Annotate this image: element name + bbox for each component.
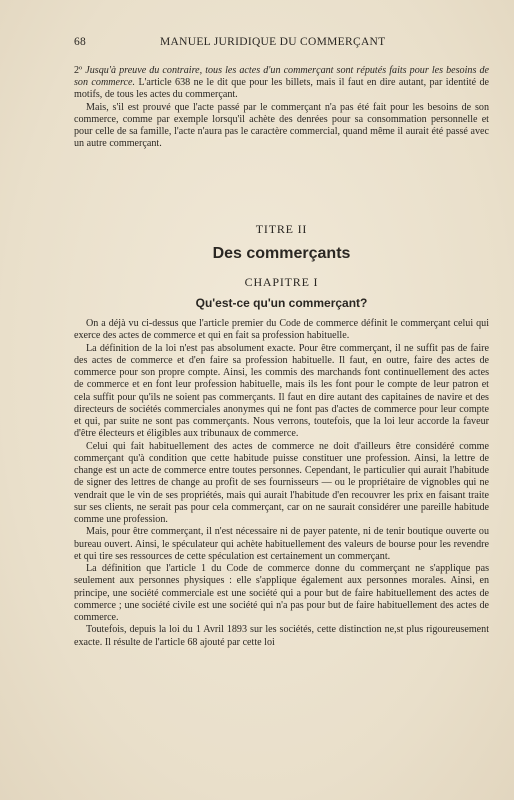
chapter-body	[74, 318, 489, 649]
paragraph: La définition de la loi n'est pas absolument exacte. Pour être commerçant, il ne suffit pas de faire des actes de commerce et d'en faire sa profession habituelle. Il faut, en outre, faire des actes de commerce pour son propre compte. Ainsi, les commis des marchands font continuellement des actes de commerce et en font leur profession habituelle, mais ils les font pour le compte de leur patron et cela suffit pour qu'ils ne soient pas commerçants. Il faut en dire autant des capitaines de navire et des directeurs de sociétés commerciales anonymes qui ne font pas d'actes de commerce pour leur compte et qui, par suite ne sont pas commerçants. Nous verrons, toutefois, que la loi leur accorde la faveur d'être électeurs et éligibles aux tribunaux de commerce.	[74, 342, 489, 440]
chapter-heading: Qu'est-ce qu'un commerçant?	[195, 296, 368, 310]
running-title: MANUEL JURIDIQUE DU COMMERÇANT	[160, 36, 386, 48]
page-number: 68	[74, 36, 87, 48]
paragraph: Toutefois, depuis la loi du 1 Avril 1893 sur les sociétés, cette distinction ne,st plus rigoureusement exacte. Il résulte de l'article 68 ajouté par cette loi	[74, 624, 489, 648]
italic-lead: Jusqu'à preuve du contraire, tous les actes d'un commerçant sont réputés faits pour les besoins de son commerce.	[74, 65, 489, 89]
intro-point-2	[74, 65, 489, 102]
titre-label: TITRE II	[255, 222, 308, 236]
intro-text	[74, 65, 489, 150]
section-heading: Des commerçants	[212, 245, 351, 262]
point-number: 2º	[74, 65, 83, 76]
paragraph: Mais, pour être commerçant, il n'est nécessaire ni de payer patente, ni de tenir boutique ouverte ou bureau ouvert. Ainsi, le spéculateur qui achète habituellement des valeurs de bourse pour les revendre et qui tire ses ressources de cette spéculation est certainement un commerçant.	[74, 526, 489, 562]
paragraph: On a déjà vu ci-dessus que l'article premier du Code de commerce définit le commerçant celui qui exerce des actes de commerce et qui en fait sa profession habituelle.	[74, 318, 489, 342]
paragraph: La définition que l'article 1 du Code de commerce donne du commerçant ne s'applique pas seulement aux personnes physiques : elle s'applique également aux personnes morales. Ainsi, en principe, une société commerciale est une société qui a pour but de faire habituellement des actes de commerce ; une société civile est une société qui n'a pas pour but de faire habituellement des actes de commerce.	[74, 563, 489, 623]
chapitre-label: CHAPITRE I	[244, 275, 319, 289]
point-rest: L'article 638 ne le dit que pour les billets, mais il faut en dire autant, par identité de motifs, de tous les actes du commerçant.	[74, 77, 489, 101]
paragraph: Celui qui fait habituellement des actes de commerce ne doit d'ailleurs être considéré comme commerçant qu'à condition que cette habitude puisse constituer une profession. Ainsi, la lettre de change est un acte de commerce entre toutes personnes. Cependant, le particulier qui aurait l'habitude de signer des lettres de change au profit de ses fournisseurs — ou le propriétaire de vignobles qui ne vendrait que le vin de ses propriétés, mais qui aurait l'habitude d'en recouvrer les prix en faisant traite sur ses clients, ne serait pas pour cela commerçant, car on ne saurait considérer une pareille habitude comme une profession.	[74, 440, 489, 525]
intro-paragraph: Mais, s'il est prouvé que l'acte passé par le commerçant n'a pas été fait pour les besoins de son commerce, comme par exemple lorsqu'il achète des denrées pour sa consommation personnelle et pour celle de sa famille, l'acte n'aura pas le caractère commercial, quand même il aurait été passé avec un autre commerçant.	[74, 101, 489, 150]
